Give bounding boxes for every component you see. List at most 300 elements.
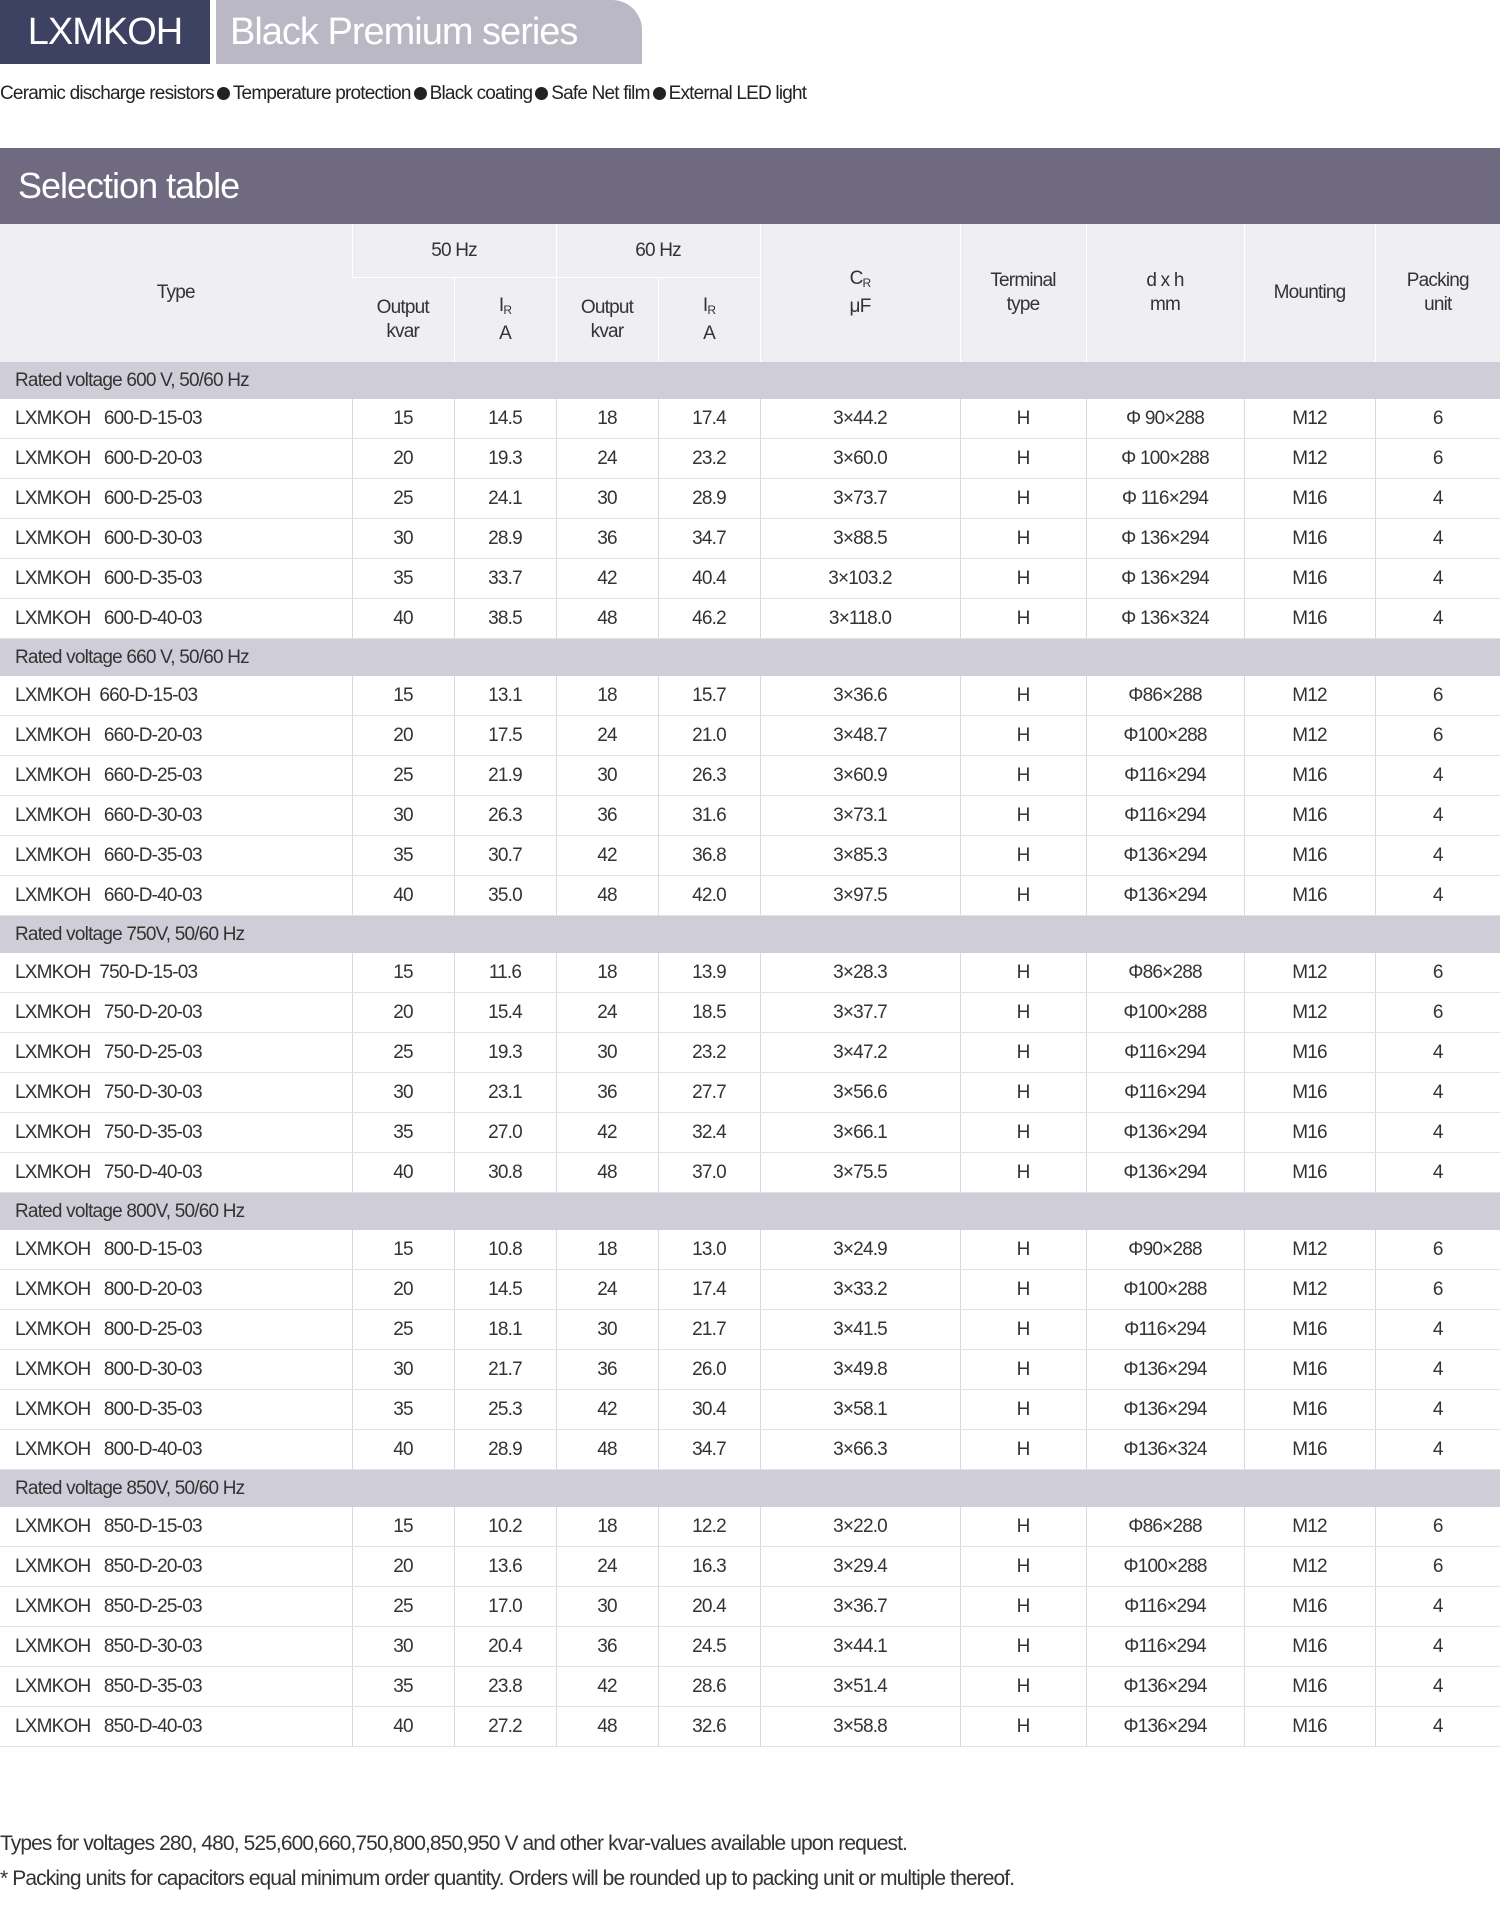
cell-ir-50: 27.0 [454, 1113, 556, 1153]
cell-ir-60: 24.5 [658, 1627, 760, 1667]
cell-packing: 4 [1375, 1667, 1500, 1707]
table-body [0, 362, 1500, 1747]
cell-terminal: H [960, 1707, 1086, 1747]
table-row [0, 953, 1500, 993]
table-row [0, 836, 1500, 876]
cell-cr: 3×22.0 [760, 1507, 960, 1547]
feature-list [0, 80, 806, 108]
feature-item: Safe Net film [551, 83, 650, 104]
cell-mounting: M16 [1244, 479, 1375, 519]
cell-output-60: 36 [556, 796, 658, 836]
cell-ir-50: 18.1 [454, 1310, 556, 1350]
cell-ir-60: 21.0 [658, 716, 760, 756]
cell-terminal: H [960, 1033, 1086, 1073]
cell-cr: 3×103.2 [760, 559, 960, 599]
cell-output-50: 20 [352, 716, 454, 756]
cell-cr: 3×29.4 [760, 1547, 960, 1587]
cell-output-60: 36 [556, 1350, 658, 1390]
cell-packing: 4 [1375, 1390, 1500, 1430]
cell-dxh: Φ100×288 [1086, 716, 1244, 756]
cell-type: LXMKOH 660-D-40-03 [0, 876, 352, 916]
cell-packing: 4 [1375, 559, 1500, 599]
cell-ir-50: 35.0 [454, 876, 556, 916]
model-title: LXMKOH [0, 0, 210, 64]
cell-cr: 3×85.3 [760, 836, 960, 876]
cell-dxh: Φ86×288 [1086, 1507, 1244, 1547]
cell-mounting: M16 [1244, 1587, 1375, 1627]
table-row [0, 876, 1500, 916]
cell-terminal: H [960, 1507, 1086, 1547]
cell-output-50: 15 [352, 953, 454, 993]
cell-output-50: 15 [352, 1507, 454, 1547]
col-header-output-60: Output kvar [556, 278, 658, 363]
table-row [0, 993, 1500, 1033]
cell-output-50: 35 [352, 559, 454, 599]
cell-mounting: M16 [1244, 1073, 1375, 1113]
cell-dxh: Φ136×294 [1086, 1390, 1244, 1430]
cell-type: LXMKOH 800-D-35-03 [0, 1390, 352, 1430]
cell-ir-60: 32.6 [658, 1707, 760, 1747]
bullet-icon [535, 87, 548, 100]
cell-ir-50: 23.1 [454, 1073, 556, 1113]
cell-mounting: M12 [1244, 399, 1375, 439]
cell-packing: 4 [1375, 1587, 1500, 1627]
voltage-group-row [0, 1193, 1500, 1231]
selection-table [0, 224, 1500, 1747]
cell-output-50: 20 [352, 993, 454, 1033]
cell-cr: 3×75.5 [760, 1153, 960, 1193]
cell-ir-60: 21.7 [658, 1310, 760, 1350]
cell-mounting: M12 [1244, 1270, 1375, 1310]
cell-output-50: 30 [352, 1350, 454, 1390]
table-row [0, 1667, 1500, 1707]
table-row [0, 479, 1500, 519]
cell-terminal: H [960, 519, 1086, 559]
cell-type: LXMKOH 660-D-15-03 [0, 676, 352, 716]
cell-terminal: H [960, 479, 1086, 519]
voltage-group-row [0, 1470, 1500, 1508]
cell-packing: 4 [1375, 1707, 1500, 1747]
cell-type: LXMKOH 750-D-15-03 [0, 953, 352, 993]
cell-mounting: M12 [1244, 676, 1375, 716]
cell-ir-60: 23.2 [658, 439, 760, 479]
table-row [0, 1430, 1500, 1470]
cell-type: LXMKOH 800-D-30-03 [0, 1350, 352, 1390]
cell-dxh: Φ 136×324 [1086, 599, 1244, 639]
table-row [0, 1073, 1500, 1113]
cell-mounting: M12 [1244, 1230, 1375, 1270]
cell-ir-50: 27.2 [454, 1707, 556, 1747]
cell-cr: 3×51.4 [760, 1667, 960, 1707]
cell-output-60: 48 [556, 1430, 658, 1470]
cell-terminal: H [960, 1113, 1086, 1153]
cell-ir-60: 17.4 [658, 399, 760, 439]
cell-packing: 6 [1375, 716, 1500, 756]
cell-dxh: Φ136×294 [1086, 1113, 1244, 1153]
cell-type: LXMKOH 800-D-15-03 [0, 1230, 352, 1270]
cell-packing: 4 [1375, 796, 1500, 836]
cell-dxh: Φ116×294 [1086, 1627, 1244, 1667]
cell-cr: 3×37.7 [760, 993, 960, 1033]
cell-output-60: 18 [556, 953, 658, 993]
cell-dxh: Φ116×294 [1086, 756, 1244, 796]
cell-mounting: M16 [1244, 1350, 1375, 1390]
bullet-icon [653, 87, 666, 100]
cell-packing: 4 [1375, 479, 1500, 519]
cell-cr: 3×73.1 [760, 796, 960, 836]
cell-output-50: 40 [352, 876, 454, 916]
cell-ir-60: 26.3 [658, 756, 760, 796]
cell-packing: 6 [1375, 676, 1500, 716]
cell-ir-60: 37.0 [658, 1153, 760, 1193]
cell-output-50: 35 [352, 1113, 454, 1153]
cell-ir-50: 21.9 [454, 756, 556, 796]
cell-ir-50: 20.4 [454, 1627, 556, 1667]
cell-output-60: 36 [556, 1627, 658, 1667]
cell-output-50: 35 [352, 1667, 454, 1707]
cell-output-60: 30 [556, 479, 658, 519]
cell-cr: 3×58.8 [760, 1707, 960, 1747]
cell-terminal: H [960, 1270, 1086, 1310]
cell-type: LXMKOH 750-D-30-03 [0, 1073, 352, 1113]
cell-output-60: 18 [556, 399, 658, 439]
cell-ir-60: 13.0 [658, 1230, 760, 1270]
col-header-packing: Packing unit [1375, 224, 1500, 362]
cell-mounting: M16 [1244, 1310, 1375, 1350]
cell-type: LXMKOH 850-D-20-03 [0, 1547, 352, 1587]
cell-ir-60: 13.9 [658, 953, 760, 993]
cell-packing: 6 [1375, 1230, 1500, 1270]
cell-terminal: H [960, 439, 1086, 479]
cell-dxh: Φ100×288 [1086, 1270, 1244, 1310]
cell-ir-60: 46.2 [658, 599, 760, 639]
cell-dxh: Φ90×288 [1086, 1230, 1244, 1270]
feature-item: Temperature protection [232, 83, 411, 104]
cell-packing: 4 [1375, 1310, 1500, 1350]
cell-type: LXMKOH 600-D-20-03 [0, 439, 352, 479]
cell-mounting: M16 [1244, 1627, 1375, 1667]
cell-cr: 3×73.7 [760, 479, 960, 519]
cell-packing: 6 [1375, 953, 1500, 993]
cell-output-60: 42 [556, 1667, 658, 1707]
cell-dxh: Φ86×288 [1086, 953, 1244, 993]
table-row [0, 1310, 1500, 1350]
cell-dxh: Φ116×294 [1086, 1310, 1244, 1350]
cell-output-50: 20 [352, 1270, 454, 1310]
table-row [0, 1033, 1500, 1073]
table-row [0, 1230, 1500, 1270]
cell-mounting: M16 [1244, 1033, 1375, 1073]
footnote-voltages: Types for voltages 280, 480, 525,600,660,750,800,850,950 V and other kvar-values available upon request. [0, 1832, 907, 1855]
cell-cr: 3×36.7 [760, 1587, 960, 1627]
voltage-group-label: Rated voltage 660 V, 50/60 Hz [0, 639, 1500, 677]
cell-ir-60: 34.7 [658, 1430, 760, 1470]
cell-type: LXMKOH 600-D-30-03 [0, 519, 352, 559]
cell-cr: 3×60.9 [760, 756, 960, 796]
cell-output-50: 40 [352, 1153, 454, 1193]
cell-ir-50: 26.3 [454, 796, 556, 836]
cell-cr: 3×118.0 [760, 599, 960, 639]
cell-terminal: H [960, 836, 1086, 876]
cell-ir-60: 30.4 [658, 1390, 760, 1430]
cell-ir-60: 42.0 [658, 876, 760, 916]
cell-terminal: H [960, 676, 1086, 716]
cell-cr: 3×28.3 [760, 953, 960, 993]
cell-output-60: 42 [556, 836, 658, 876]
cell-mounting: M16 [1244, 876, 1375, 916]
cell-terminal: H [960, 1390, 1086, 1430]
col-header-output-50: Output kvar [352, 278, 454, 363]
table-row [0, 1547, 1500, 1587]
cell-ir-60: 12.2 [658, 1507, 760, 1547]
cell-type: LXMKOH 850-D-25-03 [0, 1587, 352, 1627]
cell-output-50: 25 [352, 756, 454, 796]
cell-cr: 3×66.3 [760, 1430, 960, 1470]
cell-ir-60: 27.7 [658, 1073, 760, 1113]
cell-dxh: Φ136×324 [1086, 1430, 1244, 1470]
cell-dxh: Φ116×294 [1086, 1073, 1244, 1113]
cell-mounting: M16 [1244, 836, 1375, 876]
cell-ir-60: 15.7 [658, 676, 760, 716]
cell-output-50: 30 [352, 519, 454, 559]
table-row [0, 559, 1500, 599]
cell-packing: 4 [1375, 1073, 1500, 1113]
cell-output-50: 40 [352, 599, 454, 639]
table-row [0, 1587, 1500, 1627]
cell-dxh: Φ 136×294 [1086, 519, 1244, 559]
cell-output-50: 15 [352, 399, 454, 439]
cell-ir-60: 28.6 [658, 1667, 760, 1707]
cell-ir-60: 26.0 [658, 1350, 760, 1390]
col-header-cr: $C_R$ μF [760, 224, 960, 362]
voltage-group-label: Rated voltage 600 V, 50/60 Hz [0, 362, 1500, 399]
cell-type: LXMKOH 750-D-35-03 [0, 1113, 352, 1153]
cell-packing: 6 [1375, 439, 1500, 479]
cell-ir-50: 17.0 [454, 1587, 556, 1627]
cell-cr: 3×36.6 [760, 676, 960, 716]
voltage-group-row [0, 639, 1500, 677]
cell-terminal: H [960, 1587, 1086, 1627]
cell-type: LXMKOH 850-D-40-03 [0, 1707, 352, 1747]
cell-ir-50: 13.1 [454, 676, 556, 716]
section-title: Selection table [18, 165, 240, 206]
cell-type: LXMKOH 660-D-20-03 [0, 716, 352, 756]
cell-ir-50: 30.8 [454, 1153, 556, 1193]
voltage-group-label: Rated voltage 750V, 50/60 Hz [0, 916, 1500, 954]
cell-dxh: Φ116×294 [1086, 796, 1244, 836]
cell-ir-50: 30.7 [454, 836, 556, 876]
cell-output-50: 15 [352, 676, 454, 716]
table-row [0, 1390, 1500, 1430]
cell-terminal: H [960, 876, 1086, 916]
cell-packing: 4 [1375, 599, 1500, 639]
table-row [0, 1113, 1500, 1153]
bullet-icon [217, 87, 230, 100]
cell-mounting: M16 [1244, 559, 1375, 599]
cell-mounting: M16 [1244, 1390, 1375, 1430]
voltage-group-label: Rated voltage 800V, 50/60 Hz [0, 1193, 1500, 1231]
cell-packing: 4 [1375, 1153, 1500, 1193]
cell-cr: 3×56.6 [760, 1073, 960, 1113]
cell-packing: 4 [1375, 1627, 1500, 1667]
cell-type: LXMKOH 660-D-30-03 [0, 796, 352, 836]
cell-output-60: 18 [556, 1507, 658, 1547]
col-header-terminal: Terminal type [960, 224, 1086, 362]
table-row [0, 519, 1500, 559]
cell-terminal: H [960, 1627, 1086, 1667]
cell-dxh: Φ116×294 [1086, 1587, 1244, 1627]
cell-type: LXMKOH 750-D-20-03 [0, 993, 352, 1033]
cell-cr: 3×41.5 [760, 1310, 960, 1350]
cell-type: LXMKOH 800-D-20-03 [0, 1270, 352, 1310]
cell-mounting: M16 [1244, 599, 1375, 639]
cell-dxh: Φ86×288 [1086, 676, 1244, 716]
cell-mounting: M12 [1244, 716, 1375, 756]
cell-packing: 6 [1375, 1270, 1500, 1310]
cell-output-50: 35 [352, 1390, 454, 1430]
cell-ir-60: 40.4 [658, 559, 760, 599]
cell-ir-60: 20.4 [658, 1587, 760, 1627]
footnote-packing: * Packing units for capacitors equal minimum order quantity. Orders will be rounded up to packing unit or multiple thereof. [0, 1867, 1015, 1890]
cell-ir-60: 23.2 [658, 1033, 760, 1073]
cell-output-50: 25 [352, 1587, 454, 1627]
cell-output-50: 40 [352, 1707, 454, 1747]
cell-output-60: 30 [556, 1587, 658, 1627]
cell-cr: 3×97.5 [760, 876, 960, 916]
cell-dxh: Φ100×288 [1086, 1547, 1244, 1587]
cell-output-60: 24 [556, 716, 658, 756]
cell-packing: 6 [1375, 1507, 1500, 1547]
cell-mounting: M16 [1244, 796, 1375, 836]
table-row [0, 1627, 1500, 1667]
table-row [0, 756, 1500, 796]
col-header-ir-60: $I_R$ A [658, 278, 760, 363]
cell-terminal: H [960, 599, 1086, 639]
cell-ir-60: 18.5 [658, 993, 760, 1033]
cell-terminal: H [960, 1430, 1086, 1470]
cell-packing: 4 [1375, 519, 1500, 559]
table-row [0, 1270, 1500, 1310]
cell-dxh: Φ 136×294 [1086, 559, 1244, 599]
series-title: Black Premium series [216, 0, 642, 64]
cell-output-60: 30 [556, 756, 658, 796]
cell-packing: 6 [1375, 399, 1500, 439]
cell-ir-60: 17.4 [658, 1270, 760, 1310]
cell-type: LXMKOH 750-D-40-03 [0, 1153, 352, 1193]
cell-terminal: H [960, 796, 1086, 836]
cell-ir-60: 31.6 [658, 796, 760, 836]
cell-ir-50: 14.5 [454, 399, 556, 439]
cell-output-50: 30 [352, 796, 454, 836]
cell-cr: 3×58.1 [760, 1390, 960, 1430]
cell-output-60: 30 [556, 1033, 658, 1073]
cell-packing: 4 [1375, 876, 1500, 916]
cell-packing: 4 [1375, 1033, 1500, 1073]
cell-ir-50: 28.9 [454, 1430, 556, 1470]
table-row [0, 676, 1500, 716]
col-header-ir-50: $I_R$ A [454, 278, 556, 363]
cell-output-60: 42 [556, 1390, 658, 1430]
cell-output-50: 25 [352, 1310, 454, 1350]
cell-packing: 4 [1375, 1113, 1500, 1153]
cell-ir-50: 28.9 [454, 519, 556, 559]
cell-mounting: M16 [1244, 1430, 1375, 1470]
cell-output-60: 36 [556, 1073, 658, 1113]
cell-dxh: Φ 90×288 [1086, 399, 1244, 439]
feature-item: Ceramic discharge resistors [0, 83, 214, 104]
cell-mounting: M16 [1244, 1153, 1375, 1193]
cell-dxh: Φ100×288 [1086, 993, 1244, 1033]
cell-type: LXMKOH 800-D-25-03 [0, 1310, 352, 1350]
cell-output-60: 42 [556, 1113, 658, 1153]
section-banner [0, 148, 1500, 224]
cell-cr: 3×47.2 [760, 1033, 960, 1073]
cell-type: LXMKOH 850-D-30-03 [0, 1627, 352, 1667]
cell-ir-50: 10.8 [454, 1230, 556, 1270]
cell-type: LXMKOH 660-D-35-03 [0, 836, 352, 876]
cell-dxh: Φ116×294 [1086, 1033, 1244, 1073]
cell-mounting: M12 [1244, 953, 1375, 993]
cell-cr: 3×88.5 [760, 519, 960, 559]
cell-dxh: Φ136×294 [1086, 836, 1244, 876]
cell-output-60: 36 [556, 519, 658, 559]
cell-packing: 6 [1375, 993, 1500, 1033]
cell-terminal: H [960, 1073, 1086, 1113]
cell-ir-60: 28.9 [658, 479, 760, 519]
cell-output-60: 48 [556, 599, 658, 639]
cell-type: LXMKOH 850-D-15-03 [0, 1507, 352, 1547]
col-header-type: Type [0, 224, 352, 362]
col-header-50hz: 50 Hz [352, 224, 556, 278]
cell-terminal: H [960, 1350, 1086, 1390]
cell-output-50: 40 [352, 1430, 454, 1470]
cell-output-50: 20 [352, 439, 454, 479]
voltage-group-row [0, 362, 1500, 399]
cell-cr: 3×33.2 [760, 1270, 960, 1310]
cell-ir-50: 15.4 [454, 993, 556, 1033]
cell-ir-50: 24.1 [454, 479, 556, 519]
bullet-icon [414, 87, 427, 100]
cell-type: LXMKOH 600-D-40-03 [0, 599, 352, 639]
cell-output-50: 35 [352, 836, 454, 876]
cell-packing: 4 [1375, 1350, 1500, 1390]
cell-terminal: H [960, 993, 1086, 1033]
cell-ir-50: 19.3 [454, 1033, 556, 1073]
col-header-dxh: d x h mm [1086, 224, 1244, 362]
cell-packing: 4 [1375, 836, 1500, 876]
cell-dxh: Φ 116×294 [1086, 479, 1244, 519]
cell-ir-50: 33.7 [454, 559, 556, 599]
table-row [0, 716, 1500, 756]
cell-output-60: 42 [556, 559, 658, 599]
cell-packing: 4 [1375, 1430, 1500, 1470]
col-header-mounting: Mounting [1244, 224, 1375, 362]
cell-terminal: H [960, 1153, 1086, 1193]
cell-cr: 3×44.2 [760, 399, 960, 439]
cell-ir-50: 17.5 [454, 716, 556, 756]
table-row [0, 1153, 1500, 1193]
cell-dxh: Φ136×294 [1086, 1707, 1244, 1747]
cell-type: LXMKOH 600-D-35-03 [0, 559, 352, 599]
cell-dxh: Φ 100×288 [1086, 439, 1244, 479]
cell-mounting: M12 [1244, 439, 1375, 479]
table-row [0, 439, 1500, 479]
cell-output-60: 48 [556, 1707, 658, 1747]
cell-mounting: M16 [1244, 1667, 1375, 1707]
cell-dxh: Φ136×294 [1086, 1350, 1244, 1390]
table-row [0, 796, 1500, 836]
cell-output-50: 15 [352, 1230, 454, 1270]
